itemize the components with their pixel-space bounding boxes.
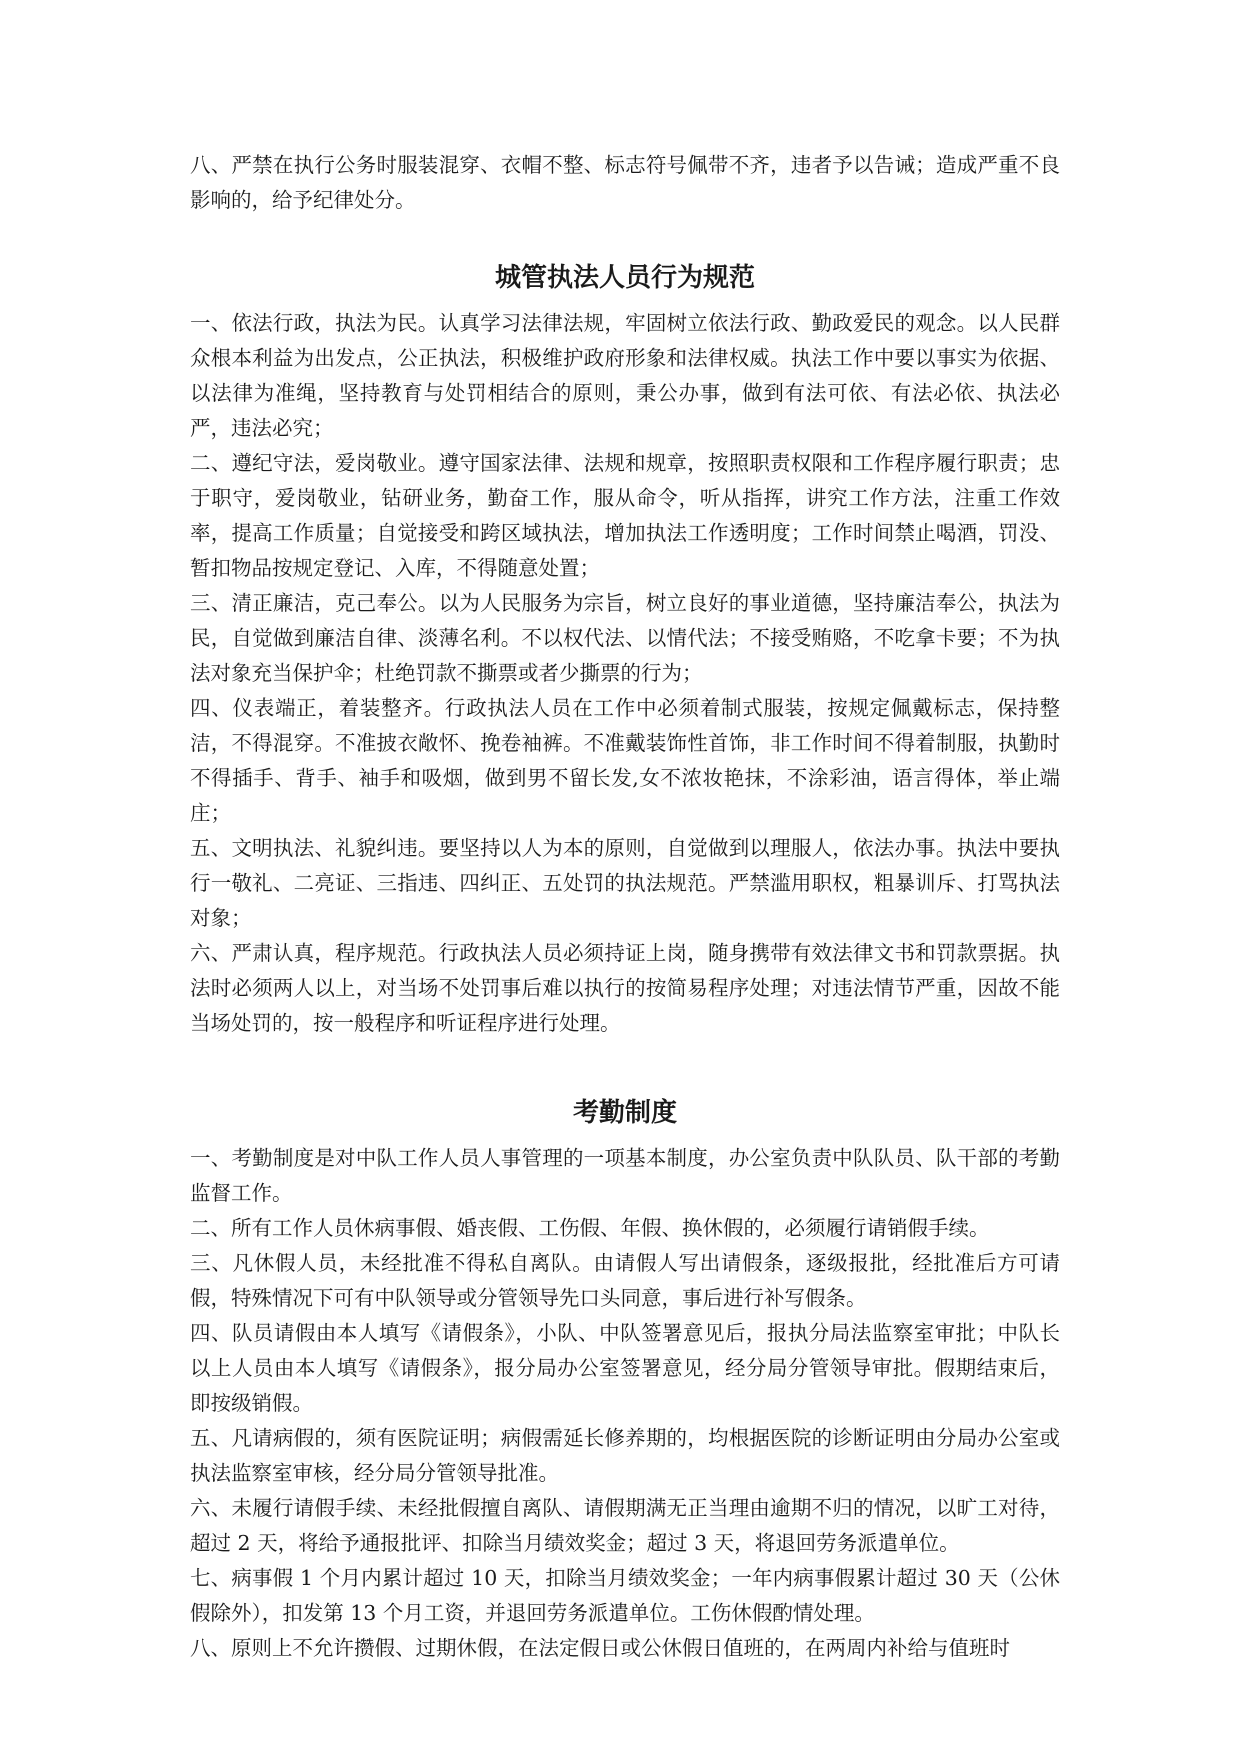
attendance-section xyxy=(190,1141,1060,1666)
intro-block xyxy=(190,148,1060,218)
attendance-rule-8: 八、原则上不允许攒假、过期休假，在法定假日或公休假日值班的，在两周内补给与值班时 xyxy=(190,1636,1010,1660)
section-title-conduct-rules: 城管执法人员行为规范 xyxy=(494,263,755,293)
attendance-rule-2: 二、所有工作人员休病事假、婚丧假、工伤假、年假、换休假的，必须履行请销假手续。 xyxy=(190,1216,990,1240)
conduct-rule-5: 五、文明执法、礼貌纠违。要坚持以人为本的原则，自觉做到以理服人，依法办事。执法中要执行一敬礼、二亮证、三指违、四纠正、五处罚的执法规范。严禁滥用职权，粗暴训斥、打骂执法对象； xyxy=(190,836,1060,930)
conduct-rule-4: 四、仪表端正，着装整齐。行政执法人员在工作中必须着制式服装，按规定佩戴标志，保持整洁，不得混穿。不准披衣敞怀、挽卷袖裤。不准戴装饰性首饰，非工作时间不得着制服，执勤时不得插手、背手、袖手和吸烟，做到男不留长发,女不浓妆艳抹，不涂彩油，语言得体，举止端庄； xyxy=(190,696,1060,825)
attendance-rule-3: 三、凡休假人员，未经批准不得私自离队。由请假人写出请假条，逐级报批，经批准后方可请假，特殊情况下可有中队领导或分管领导先口头同意，事后进行补写假条。 xyxy=(190,1251,1060,1310)
attendance-rule-4: 四、队员请假由本人填写《请假条》，小队、中队签署意见后，报执分局法监察室审批；中队长以上人员由本人填写《请假条》，报分局办公室签署意见，经分局分管领导审批。假期结束后，即按级销假。 xyxy=(190,1321,1060,1415)
attendance-rule-7: 七、病事假 1 个月内累计超过 10 天，扣除当月绩效奖金；一年内病事假累计超过 30 天（公休假除外），扣发第 13 个月工资，并退回劳务派遣单位。工伤休假酌情处理。 xyxy=(190,1566,1060,1625)
conduct-rule-3: 三、清正廉洁，克己奉公。以为人民服务为宗旨，树立良好的事业道德，坚持廉洁奉公，执法为民，自觉做到廉洁自律、淡薄名利。不以权代法、以情代法；不接受贿赂，不吃拿卡要；不为执法对象充当保护伞；杜绝罚款不撕票或者少撕票的行为； xyxy=(190,591,1060,685)
document-page xyxy=(190,148,1060,1666)
conduct-rule-6: 六、严肃认真，程序规范。行政执法人员必须持证上岗，随身携带有效法律文书和罚款票据。执法时必须两人以上，对当场不处罚事后难以执行的按简易程序处理；对违法情节严重，因故不能当场处罚的，按一般程序和听证程序进行处理。 xyxy=(190,941,1060,1035)
conduct-rule-2: 二、遵纪守法，爱岗敬业。遵守国家法律、法规和规章，按照职责权限和工作程序履行职责；忠于职守，爱岗敬业，钻研业务，勤奋工作，服从命令，听从指挥，讲究工作方法，注重工作效率，提高工作质量；自觉接受和跨区域执法，增加执法工作透明度；工作时间禁止喝酒，罚没、暂扣物品按规定登记、入库，不得随意处置； xyxy=(190,451,1060,580)
conduct-rules-section xyxy=(190,306,1060,1041)
attendance-rule-5: 五、凡请病假的，须有医院证明；病假需延长修养期的，均根据医院的诊断证明由分局办公室或执法监察室审核，经分局分管领导批准。 xyxy=(190,1426,1060,1485)
intro-paragraph-1: 八、严禁在执行公务时服装混穿、衣帽不整、标志符号佩带不齐，违者予以告诫；造成严重不良影响的，给予纪律处分。 xyxy=(190,153,1060,212)
attendance-rule-6: 六、未履行请假手续、未经批假擅自离队、请假期满无正当理由逾期不归的情况，以旷工对待，超过 2 天，将给予通报批评、扣除当月绩效奖金；超过 3 天，将退回劳务派遣单位。 xyxy=(190,1496,1060,1555)
attendance-rule-1: 一、考勤制度是对中队工作人员人事管理的一项基本制度，办公室负责中队队员、队干部的考勤监督工作。 xyxy=(190,1146,1060,1205)
conduct-rule-1: 一、依法行政，执法为民。认真学习法律法规，牢固树立依法行政、勤政爱民的观念。以人民群众根本利益为出发点，公正执法，积极维护政府形象和法律权威。执法工作中要以事实为依据、以法律为准绳，坚持教育与处罚相结合的原则，秉公办事，做到有法可依、有法必依、执法必严，违法必究； xyxy=(190,311,1060,440)
section-title-attendance: 考勤制度 xyxy=(572,1098,677,1128)
